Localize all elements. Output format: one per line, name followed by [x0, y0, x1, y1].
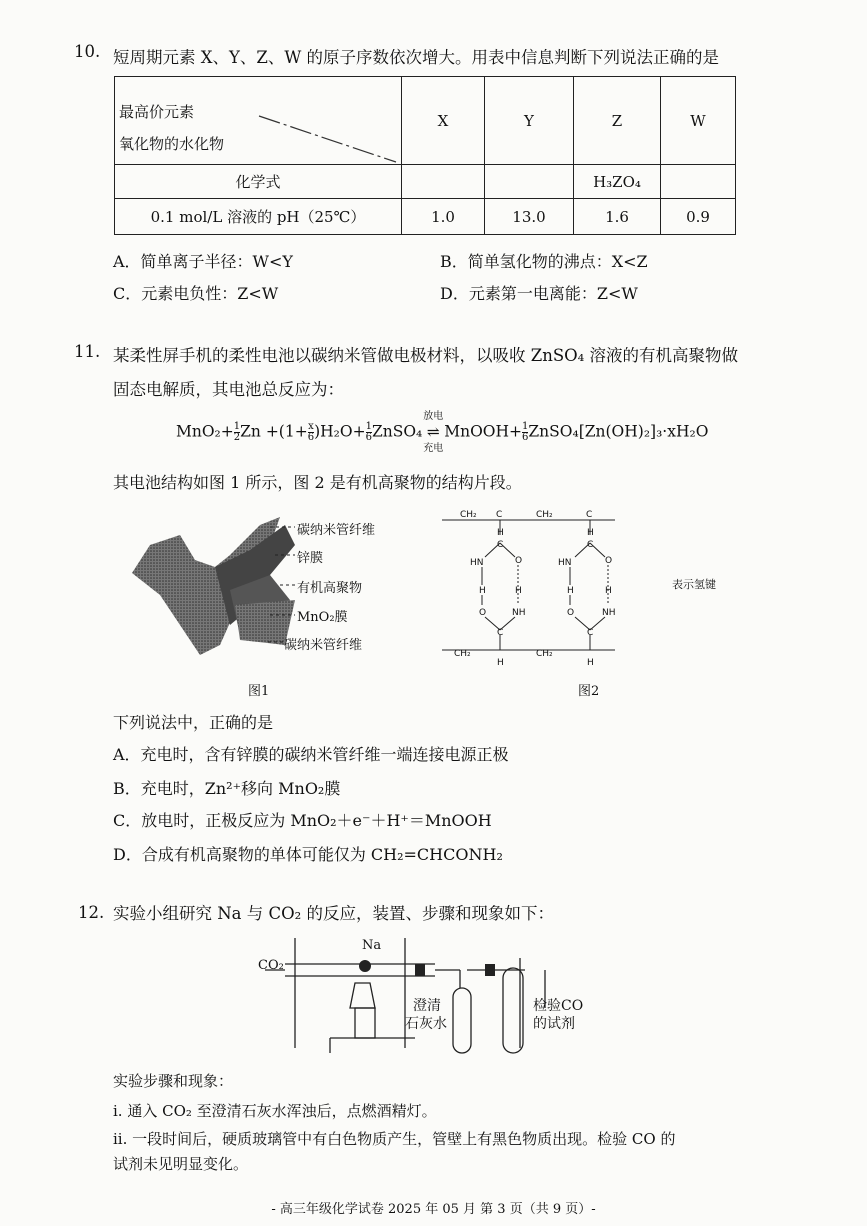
arrow-top-label: 放电 — [423, 410, 444, 422]
frac-num: 1 — [522, 421, 529, 432]
q11-option-a: A．充电时，含有锌膜的碳纳米管纤维一端连接电源正极 — [113, 745, 509, 764]
table-col-z: Z — [574, 77, 661, 165]
fig2-o: O — [515, 556, 523, 566]
table-header-top: 最高价元素 — [119, 103, 195, 121]
fig2-c: C — [497, 628, 504, 638]
page-footer: - 高三年级化学试卷 2025 年 05 月 第 3 页（共 9 页）- — [271, 1202, 596, 1217]
eq-part: ZnSO₄ — [371, 422, 423, 441]
fig2-h: H — [587, 658, 594, 668]
fig1-label-zinc: 锌膜 — [297, 551, 324, 566]
fig2-h: H — [515, 586, 522, 596]
apparatus-co2: CO₂ — [258, 958, 284, 973]
q11-stem-line1: 某柔性屏手机的柔性电池以碳纳米管做电极材料，以吸收 ZnSO₄ 溶液的有机高聚物做 — [113, 346, 739, 365]
fig2-caption: 图2 — [578, 684, 600, 699]
table-cell: 1.6 — [574, 199, 661, 235]
fig2-h: H — [605, 586, 612, 596]
frac-den: 2 — [233, 432, 241, 443]
figure-2-polymer-structure — [440, 505, 640, 675]
fig2-ch2: CH₂ — [536, 649, 553, 659]
q10-stem: 短周期元素 X、Y、Z、W 的原子序数依次增大。用表中信息判断下列说法正确的是 — [113, 48, 720, 67]
fig2-ch: C — [586, 510, 593, 520]
fig1-label-polymer: 有机高聚物 — [297, 581, 363, 596]
table-cell — [485, 165, 574, 199]
fig2-ch2: CH₂ — [536, 510, 553, 520]
q12-number: 12. — [78, 903, 105, 922]
fig2-legend: 表示氢键 — [672, 578, 716, 591]
fig2-h: H — [497, 528, 504, 538]
eq-part: Zn +(1+ — [240, 422, 308, 441]
fig1-label-cnt-bottom: 碳纳米管纤维 — [284, 638, 363, 653]
table-header-bottom: 氧化物的水化物 — [119, 135, 225, 153]
fig2-o: O — [479, 608, 487, 618]
table-row2-label: 0.1 mol/L 溶液的 pH（25℃） — [115, 199, 402, 235]
table-diagonal-line — [114, 76, 404, 166]
q10-number: 10. — [74, 42, 101, 61]
fig2-h: H — [497, 658, 504, 668]
eq-part: MnOOH+ — [444, 422, 523, 441]
fig2-c: C — [587, 540, 594, 550]
table-cell — [661, 165, 736, 199]
apparatus-diagram — [255, 928, 555, 1058]
eq-part: MnO₂+ — [176, 422, 234, 441]
q10-option-b: B．简单氢化物的沸点：X<Z — [440, 252, 648, 271]
frac-num: x — [308, 421, 314, 432]
fig2-ch2: CH₂ — [460, 510, 477, 520]
q10-option-d: D．元素第一电离能：Z<W — [440, 284, 638, 303]
table-cell: H₃ZO₄ — [574, 165, 661, 199]
table-cell: 13.0 — [485, 199, 574, 235]
q10-option-a: A．简单离子半径：W<Y — [113, 252, 293, 271]
q10-option-c: C．元素电负性：Z<W — [113, 284, 279, 303]
apparatus-co-test-2: 的试剂 — [533, 1016, 575, 1032]
arrow-bottom-label: 充电 — [423, 442, 444, 454]
table-cell: 0.9 — [661, 199, 736, 235]
reaction-equation — [176, 410, 709, 454]
fig2-ch: C — [496, 510, 503, 520]
q12-stem: 实验小组研究 Na 与 CO₂ 的反应，装置、步骤和现象如下： — [113, 904, 555, 923]
fig2-hn: HN — [470, 558, 484, 568]
step-ii-line2: 试剂未见明显变化。 — [113, 1155, 249, 1173]
fig1-label-mno2: MnO₂膜 — [297, 610, 348, 625]
figure-intro: 其电池结构如图 1 所示，图 2 是有机高聚物的结构片段。 — [113, 473, 522, 492]
table-col-x: X — [402, 77, 485, 165]
frac-den: 6 — [307, 432, 315, 443]
fig2-o: O — [605, 556, 613, 566]
frac-num: 1 — [233, 421, 241, 432]
step-ii-line1: ii. 一段时间后，硬质玻璃管中有白色物质产生，管壁上有黑色物质出现。检验 CO 的 — [113, 1130, 676, 1148]
eq-part: )H₂O+ — [314, 422, 366, 441]
fig2-c: C — [587, 628, 594, 638]
q11-option-d: D．合成有机高聚物的单体可能仅为 CH₂=CHCONH₂ — [113, 845, 503, 864]
fig2-ch2: CH₂ — [454, 649, 471, 659]
apparatus-na: Na — [362, 938, 382, 953]
apparatus-limewater-1: 澄清 — [413, 998, 441, 1014]
q11-option-b: B．充电时，Zn²⁺移向 MnO₂膜 — [113, 779, 341, 798]
reversible-arrow: 放电 ⇌ 充电 — [422, 423, 444, 441]
apparatus-limewater-2: 石灰水 — [405, 1016, 447, 1032]
table-cell — [402, 165, 485, 199]
apparatus-co-test-1: 检验CO — [533, 998, 584, 1014]
table-row1-label: 化学式 — [115, 165, 402, 199]
fig2-h: H — [567, 586, 574, 596]
frac-den: 6 — [522, 432, 529, 443]
fig2-h: H — [479, 586, 486, 596]
table-col-w: W — [661, 77, 736, 165]
fig2-o: O — [567, 608, 575, 618]
q11-option-c: C．放电时，正极反应为 MnO₂＋e⁻＋H⁺＝MnOOH — [113, 811, 492, 830]
table-col-y: Y — [485, 77, 574, 165]
table-cell: 1.0 — [402, 199, 485, 235]
step-i: i. 通入 CO₂ 至澄清石灰水浑浊后，点燃酒精灯。 — [113, 1102, 437, 1120]
frac-num: 1 — [365, 421, 372, 432]
fig2-nh: NH — [602, 608, 616, 618]
fig1-label-cnt-top: 碳纳米管纤维 — [297, 523, 376, 538]
steps-title: 实验步骤和现象： — [113, 1072, 234, 1090]
fig2-c: C — [497, 540, 504, 550]
q11-number: 11. — [74, 342, 101, 361]
fig1-caption: 图1 — [248, 684, 270, 699]
q11-stem-line2: 固态电解质，其电池总反应为： — [113, 380, 344, 399]
q11-prompt: 下列说法中，正确的是 — [113, 713, 274, 732]
fig2-hn: HN — [558, 558, 572, 568]
frac-den: 6 — [365, 432, 372, 443]
eq-part: ZnSO₄[Zn(OH)₂]₃·xH₂O — [528, 422, 709, 441]
fig2-nh: NH — [512, 608, 526, 618]
fig2-h: H — [587, 528, 594, 538]
